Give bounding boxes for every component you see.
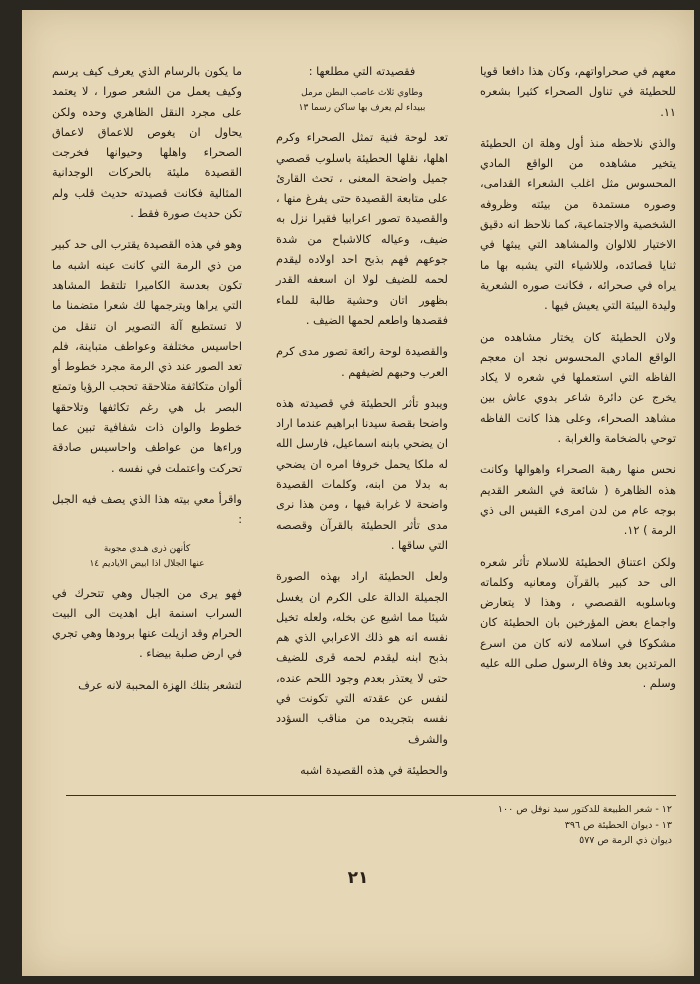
column-right	[480, 62, 676, 706]
paragraph: والحطيئة في هذه القصيدة اشبه	[300, 763, 448, 777]
magazine-page	[22, 10, 694, 976]
footnote-divider	[66, 795, 676, 796]
verse-line: ببيداء لم يعرف بها ساكن رسما ١٣	[298, 103, 426, 114]
paragraph: وهو في هذه القصيدة يقترب الى حد كبير من ذي الرمة التي كانت عينه اشبه ما تكون بعدسة الكاميرا تلتقط المشاهد التي يراها ويترجمها لك شعرا متضمنا ما لا تستطيع آلة التصوير ان تنقل من احاسيس مختلفة وعواطف متباينة، فلم تعد الصور عند ذي الرمة مجرد خطوط أو ألوان متكاثفة متلاحقة تحجب الرؤيا وتمتع البصر بل هي رغم تكاثفها وتلاحقها خطوط والوان ذات شفافية تبين عما وراءها من عواطف واحاسيس صادقة تحركت واعتملت في نفسه .	[52, 238, 242, 475]
paragraph: تعد لوحة فنية تمثل الصحراء وكرم اهلها، نقلها الحطيئة باسلوب قصصي جميل واضحة المعنى ، تحث القارئ على متابعة القصيدة حتى يفرغ منها ، والقصيدة تصور اعرابيا فقيرا نزل به ضيف، وعياله كالاشباح من شدة جوعهم فهم بذبح احد اولاده ليقدم لحمه للضيف لولا ان اسعفه القدر بظهور اتان وحشية طالبة للماء فقصدها واطعم لحمها الضيف .	[276, 131, 448, 327]
poem-verse	[276, 86, 448, 116]
paragraph: ويبدو تأثر الحطيئة في قصيدته هذه واضحا بقصة سيدنا ابراهيم عندما اراد ان يضحي بابنه اسماعيل، فارسل الله له ملكا يحمل خروفا امره ان يضحي به بدلا من ابنه، وكلمات القصيدة واضحة لا غرابة فيها ، ومن هذا نرى مدى تأثر الحطيئة بالقرآن وقصصه التي ساقها .	[276, 396, 448, 552]
paragraph: والذي نلاحظه منذ أول وهلة ان الحطيئة يتخير مشاهده من الواقع المادي المحسوس مثل اغلب الشعراء القدامى، وصوره مستمدة من بيئته وظروفه الشخصية والاجتماعية، كما نلاحظ انه دقيق الاختيار للالوان والمشاهد التي يبثها في ثنايا قصائده، وللاشياء التي يشبه بها ما يراه في صحرائه ، فكانت صوره الشعرية وليدة البيئة التي يعيش فيها .	[480, 136, 676, 313]
page-number: ٢١	[347, 868, 369, 888]
footnote: ديوان ذي الرمة ص ٥٧٧	[579, 835, 672, 846]
paragraph: ولكن اعتناق الحطيئة للاسلام تأثر شعره الى حد كبير بالقرآن ومعانيه وكلماته وباسلوبه القصصي ، وهذا لا يتعارض واجماع بعض المؤرخين بان الحطيئة كان مشكوكا في اسلامه لانه كان من اسرع المرتدين بعد وفاة الرسول صلى الله عليه وسلم .	[480, 555, 676, 691]
paragraph: ولان الحطيئة كان يختار مشاهده من الواقع المادي المحسوس نجد ان معجم الفاظه التي استعملها في شعره لا يكاد يخرج عن دائرة شاعر بدوي عاش بين مشاهد الصحراء، وعلى هذا كانت الفاظه توحي بالضخامة والغرابة .	[480, 330, 676, 446]
paragraph: معهم في صحراواتهم، وكان هذا دافعا قويا للحطيئة في تناول الصحراء كثيرا بشعره ١١.	[480, 65, 676, 119]
paragraph: ما يكون بالرسام الذي يعرف كيف يرسم وكيف يعمل من الشعر صورا ، لا يعتمد على مجرد النقل الظاهري وحده ولكن يحاول ان يغوص للاعماق لاعماق الصحراء واهلها وحيوانها فخرجت القصيدة مليئة بالحركات الوجدانية المثالية فكانت قصيدته حديث قلب ولم تكن حديث صورة فقط .	[52, 65, 242, 221]
paragraph: والقصيدة لوحة رائعة تصور مدى كرم العرب وحبهم لضيفهم .	[276, 345, 448, 379]
verse-line: عنها الجلال اذا ابيض الاياديم ١٤	[89, 558, 205, 569]
column-middle	[276, 62, 448, 792]
paragraph: فهو يرى من الجبال وهي تتحرك في السراب اسنمة ابل اهديت الى البيت الحرام وقد ازيلت عنها برودها وهي تجري في ارض صلبة بيضاء .	[52, 586, 242, 661]
poem-intro: فقصيدته التي مطلعها :	[308, 65, 416, 78]
footnotes	[372, 802, 672, 849]
poem-verse	[52, 542, 242, 572]
footnote: ١٣ - ديوان الحطيئة ص ٣٩٦	[564, 819, 672, 831]
paragraph: ولعل الحطيئة اراد بهذه الصورة الجميلة الدالة على الكرم ان يغسل شيئا مما اشيع عن بخله، ولعله تخيل نفسه انه هو ذلك الاعرابي الذي هم بذبح ابنه ليقدم لحمه قرى للضيف حتى لا يعتذر بعدم وجود اللحم عنده، لنفس عن عقدته التي تكونت في نفسه بتجريده من مناقب السؤدد والشرف	[276, 570, 448, 746]
footnote: ١٢ - شعر الطبيعة للدكتور سيد نوفل ص ١٠٠	[497, 804, 672, 815]
column-left	[52, 62, 242, 707]
paragraph: واقرأ معي بيته هذا الذي يصف فيه الجبل :	[52, 492, 242, 527]
verse-line: كأنهن ذرى هـدي مجوبة	[103, 543, 191, 554]
paragraph: نحس منها رهبة الصحراء واهوالها وكانت هذه الظاهرة ( شائعة في الشعر القديم بوجه عام من لدن امرىء القيس الى ذي الرمة ) ١٢.	[480, 463, 676, 538]
paragraph: لتشعر بتلك الهزة المحببة لانه عرف	[78, 678, 242, 692]
verse-line: وطاوي ثلاث عاصب البطن مرمل	[301, 88, 423, 99]
